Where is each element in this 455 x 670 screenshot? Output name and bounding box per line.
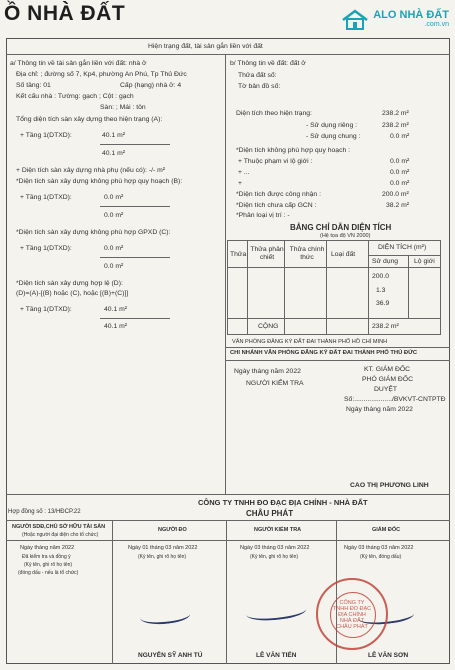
recognized-label: *Diện tích được công nhận : <box>236 191 321 198</box>
c-floor1-label: + Tầng 1(DTXD): <box>20 245 72 252</box>
house-info-title: a/ Thông tin về tài sản gắn liền với đất: nhà ở <box>10 60 147 67</box>
col-su-dung: Sử dụng <box>372 258 399 265</box>
table-row: 1.3 <box>376 287 386 294</box>
checker-title: NGƯỜI KIỂM TRA <box>246 380 304 387</box>
surveyor-name: NGUYỄN SỸ ANH TÚ <box>138 652 203 659</box>
col1-date: Ngày tháng năm 2022 <box>20 545 75 551</box>
house-icon <box>340 8 370 30</box>
col-dien-tich: DIỆN TÍCH (m²) <box>378 244 427 251</box>
site-logo[interactable] <box>340 8 449 30</box>
sum-line <box>100 318 170 319</box>
b-floor1-label: + Tầng 1(DTXD): <box>20 194 72 201</box>
column-divider <box>226 520 227 664</box>
other-value: 0.0 m² <box>390 169 410 176</box>
col-lo-gioi: Lộ giới <box>414 258 435 265</box>
col1-note-1: Đã kiểm tra và đồng ý <box>22 554 71 560</box>
director-line-3: DUYỆT <box>374 386 398 393</box>
c-area-label: *Diện tích sàn xây dựng không phù hợp GPXD (C): <box>16 229 171 236</box>
seal-text: CÔNG TY TNHH ĐO ĐẠC ĐỊA CHÍNH NHÀ ĐẤT CHÂU PHÁT <box>332 600 372 630</box>
b-floor1-value: 0.0 m² <box>104 194 124 201</box>
col4-title: GIÁM ĐỐC <box>372 527 401 533</box>
col1-note-2: (Ký tên, ghi rõ họ tên) <box>24 562 73 568</box>
column-divider <box>112 520 113 664</box>
sum-line <box>100 144 170 145</box>
company-brand: CHÂU PHÁT <box>246 509 294 518</box>
col-thua: Thửa <box>230 251 247 258</box>
office-hcm: VĂN PHÒNG ĐĂNG KÝ ĐẤT ĐAI THÀNH PHỐ HỒ CHÍ MINH <box>232 339 388 345</box>
col1-note-3: (đóng dấu - nếu là tổ chức) <box>18 570 79 576</box>
divider <box>6 540 450 541</box>
col4-date: Ngày 03 tháng 03 năm 2022 <box>344 545 414 551</box>
floor-roof: Sàn: ; Mái : tôn <box>100 104 146 111</box>
area-table-title: BẢNG CHỈ DẪN DIỆN TÍCH <box>290 223 392 232</box>
floor1-total: 40.1 m² <box>102 150 126 157</box>
table-total: 238.2 m² <box>372 323 399 330</box>
parcel-number: Thửa đất số: <box>238 72 277 79</box>
private-value: 238.2 m² <box>382 122 409 129</box>
company-seal <box>316 578 388 650</box>
col2-date: Ngày 01 tháng 03 năm 2022 <box>128 545 198 551</box>
c-total: 0.0 m² <box>104 263 124 270</box>
col2-sign-note: (Ký tên, ghi rõ họ tên) <box>138 554 187 560</box>
area-value: 238.2 m² <box>382 110 409 117</box>
address: Địa chỉ: ; đường số 7, Kp4, phường An Phú, Tp Thủ Đức <box>16 71 187 78</box>
d-floor1-label: + Tầng 1(DTXD): <box>20 306 72 313</box>
table-row: 200.0 <box>372 273 390 280</box>
sum-line <box>100 206 170 207</box>
other-label-2: + <box>238 180 242 187</box>
common-value: 0.0 m² <box>390 133 410 140</box>
office-thu-duc: CHI NHÁNH VĂN PHÒNG ĐĂNG KÝ ĐẤT ĐAI THÀNH PHỐ THỦ ĐỨC <box>230 350 418 356</box>
deputy-director-name: CAO THỊ PHƯƠNG LINH <box>350 482 429 489</box>
common-label: - Sử dụng chung : <box>306 133 361 140</box>
col3-date: Ngày 03 tháng 03 năm 2022 <box>240 545 310 551</box>
col-loai-dat: Loại đất <box>331 251 356 258</box>
area-table-subtitle: (Hệ tọa độ VN 2000) <box>320 233 371 239</box>
b-total: 0.0 m² <box>104 212 124 219</box>
divider <box>6 54 450 55</box>
doc-heading: Hiện trạng đất, tài sản gắn liền với đất <box>148 43 263 50</box>
divider <box>6 520 450 521</box>
director-name: LÊ VĂN SƠN <box>368 652 409 659</box>
map-number: Tờ bản đồ số: <box>238 83 281 90</box>
nonconforming-label: *Diện tích không phù hợp quy hoạch : <box>236 147 351 154</box>
approval-date: Ngày tháng năm 2022 <box>346 406 413 413</box>
director-line-1: KT. GIÁM ĐỐC <box>364 366 411 373</box>
table-total-label: CỘNG <box>258 323 279 330</box>
table-row: 36.9 <box>376 300 390 307</box>
column-divider <box>225 54 226 494</box>
col2-title: NGƯỜI ĐO <box>158 527 187 533</box>
col-thua-chinh-thuc: Thửa chính thức <box>289 246 325 261</box>
road-label: + Thuộc phạm vi lộ giới : <box>238 158 313 165</box>
d-area-label: *Diện tích sàn xây dựng hợp lệ (D): <box>16 280 123 287</box>
b-area-label: *Diện tích sàn xây dựng không phù hợp quy hoạch (B): <box>16 178 183 185</box>
other-label: + ... <box>238 169 250 176</box>
col3-sign-note: (Ký tên, ghi rõ họ tên) <box>250 554 299 560</box>
unrecognized-value: 38.2 m² <box>386 202 410 209</box>
location-class: *Phân loại vị trí : - <box>236 212 290 219</box>
aux-area: + Diện tích sàn xây dựng nhà phụ (nếu có): -/- m² <box>16 167 166 174</box>
checker-name: LÊ VĂN TIẾN <box>256 652 297 659</box>
area-table <box>227 240 441 335</box>
divider <box>226 347 450 348</box>
logo-name: ALO NHÀ ĐẤT <box>373 9 449 21</box>
contract-number: Hợp đồng số : 13/HĐCP.22 <box>8 509 81 515</box>
d-formula: (D)=(A)-[(B) hoặc (C), hoặc [(B)+(C)]] <box>16 290 129 297</box>
sum-line <box>100 257 170 258</box>
document-number: Số:..................../BVKVT-CNTPTĐ <box>344 396 446 403</box>
col1-title: NGƯỜI SDĐ,CHỦ SỞ HỮU TÀI SẢN <box>12 524 106 530</box>
col3-title: NGƯỜI KIỂM TRA <box>254 527 302 533</box>
checker-date: Ngày tháng năm 2022 <box>234 368 301 375</box>
page-title: Ồ NHÀ ĐẤT <box>4 2 126 25</box>
unrecognized-label: *Diện tích chưa cấp GCN : <box>236 202 317 209</box>
area-label: Diện tích theo hiện trạng: <box>236 110 312 117</box>
col4-sign-note: (Ký tên, đóng dấu) <box>360 554 402 560</box>
logo-url: .com.vn <box>424 21 449 28</box>
private-label: - Sử dụng riêng : <box>306 122 358 129</box>
divider <box>226 360 450 361</box>
divider <box>6 494 450 495</box>
other-value-2: 0.0 m² <box>390 180 410 187</box>
structure: Kết cấu nhà : Tường: gạch ; Cột : gạch <box>16 93 134 100</box>
d-floor1-value: 40.1 m² <box>104 306 128 313</box>
floor1-value: 40.1 m² <box>102 132 126 139</box>
d-total: 40.1 m² <box>104 323 128 330</box>
col-thua-phan-chiet: Thửa phân chiết <box>250 246 284 261</box>
c-floor1-value: 0.0 m² <box>104 245 124 252</box>
land-info-title: b/ Thông tin về đất: đất ở <box>230 60 306 67</box>
total-area-label: Tổng diện tích sàn xây dựng theo hiện trạng (A): <box>16 116 163 123</box>
house-grade: Cấp (hạng) nhà ở: 4 <box>120 82 182 89</box>
floors: Số tầng: 01 <box>16 82 51 89</box>
company-name: CÔNG TY TNHH ĐO ĐẠC ĐỊA CHÍNH - NHÀ ĐẤT <box>198 498 368 507</box>
col1-subtitle: (Hoặc người đại diện cho tổ chức) <box>22 532 99 538</box>
director-line-2: PHÓ GIÁM ĐỐC <box>362 376 413 383</box>
floor1-label: + Tầng 1(DTXD): <box>20 132 72 139</box>
recognized-value: 200.0 m² <box>382 191 409 198</box>
road-value: 0.0 m² <box>390 158 410 165</box>
